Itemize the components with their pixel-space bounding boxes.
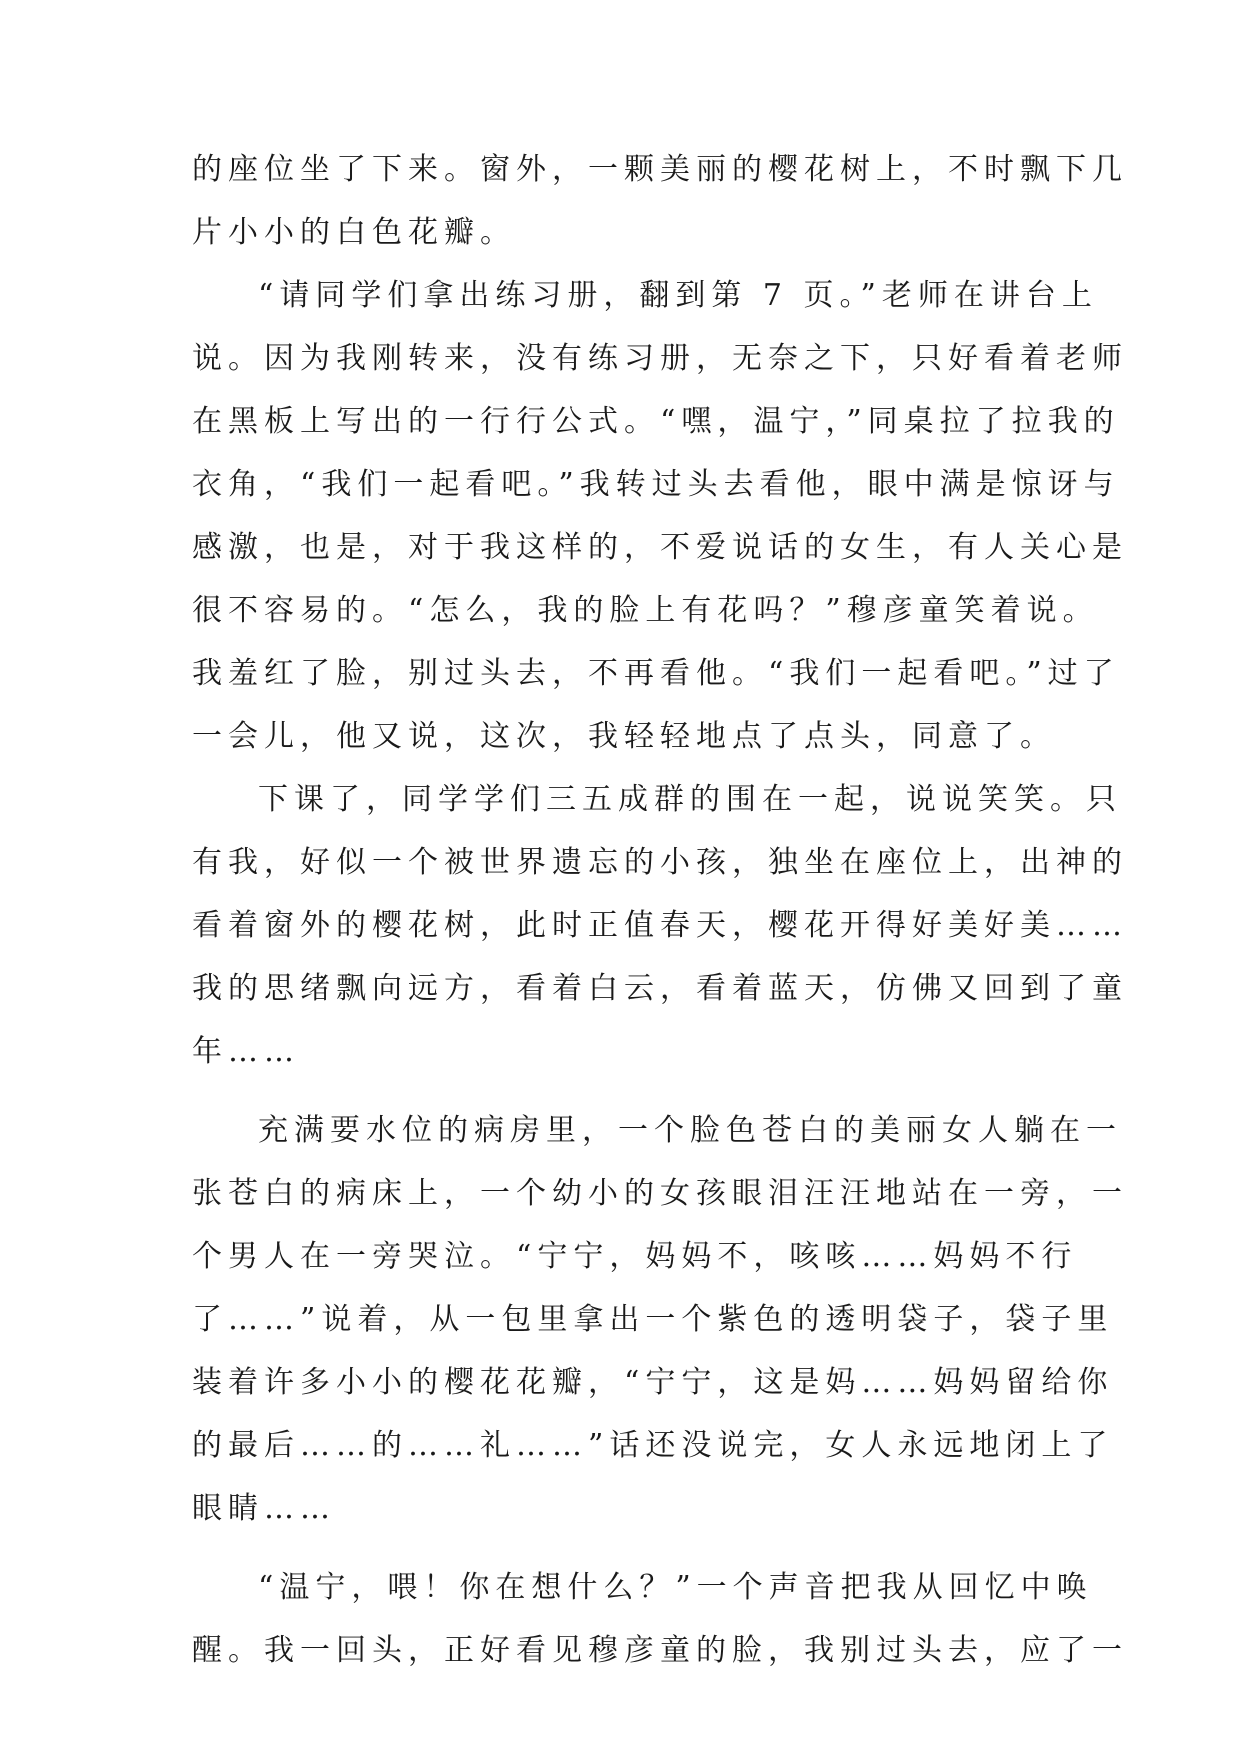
- text-line: 有我，好似一个被世界遗忘的小孩，独坐在座位上，出神的: [192, 845, 1128, 880]
- text-line: 看着窗外的樱花树，此时正值春天，樱花开得好美好美……: [192, 908, 1128, 943]
- text-line: 衣角，“我们一起看吧。”我转过头去看他，眼中满是惊讶与: [192, 467, 1120, 502]
- paragraph-spacer: [192, 1083, 1050, 1099]
- text-line: 很不容易的。“怎么，我的脸上有花吗？”穆彦童笑着说。: [192, 593, 1099, 628]
- text-line: 个男人在一旁哭泣。“宁宁，妈妈不，咳咳……妈妈不行: [192, 1239, 1078, 1274]
- text-line: 的座位坐了下来。窗外，一颗美丽的樱花树上，不时飘下几: [192, 152, 1128, 187]
- text-line: 在黑板上写出的一行行公式。“嘿，温宁，”同桌拉了拉我的: [192, 404, 1120, 439]
- text-line: 说。因为我刚转来，没有练习册，无奈之下，只好看着老师: [192, 341, 1128, 376]
- text-line: 一会儿，他又说，这次，我轻轻地点了点头，同意了。: [192, 719, 1056, 754]
- text-line: 年……: [192, 1034, 300, 1069]
- paragraph: [192, 768, 1128, 1083]
- paragraph-spacer: [192, 1540, 1050, 1556]
- text-line: “温宁，喂！你在想什么？”一个声音把我从回忆中唤: [258, 1570, 1093, 1605]
- text-line: 我羞红了脸，别过头去，不再看他。“我们一起看吧。”过了: [192, 656, 1120, 691]
- paragraph: [192, 264, 1128, 768]
- text-line: 张苍白的病床上，一个幼小的女孩眼泪汪汪地站在一旁，一: [192, 1176, 1128, 1211]
- paragraph: [192, 138, 1128, 264]
- paragraph: [192, 1556, 1128, 1682]
- text-line: 了……”说着，从一包里拿出一个紫色的透明袋子，袋子里: [192, 1302, 1114, 1337]
- text-line: 我的思绪飘向远方，看着白云，看着蓝天，仿佛又回到了童: [192, 971, 1128, 1006]
- text-line: 感激，也是，对于我这样的，不爱说话的女生，有人关心是: [192, 530, 1128, 565]
- paragraph: [192, 1099, 1128, 1540]
- text-line: 片小小的白色花瓣。: [192, 215, 516, 250]
- document-body: [192, 138, 1128, 1682]
- text-line: 的最后……的……礼……”话还没说完，女人永远地闭上了: [192, 1428, 1114, 1463]
- text-line: 醒。我一回头，正好看见穆彦童的脸，我别过头去，应了一: [192, 1633, 1128, 1668]
- text-line: “请同学们拿出练习册，翻到第 7 页。”老师在讲台上: [258, 278, 1098, 313]
- text-line: 眼睛……: [192, 1491, 336, 1526]
- text-line: 下课了，同学学们三五成群的围在一起，说说笑笑。只: [258, 782, 1122, 817]
- text-line: 充满要水位的病房里，一个脸色苍白的美丽女人躺在一: [258, 1113, 1122, 1148]
- text-line: 装着许多小小的樱花花瓣，“宁宁，这是妈……妈妈留给你: [192, 1365, 1114, 1400]
